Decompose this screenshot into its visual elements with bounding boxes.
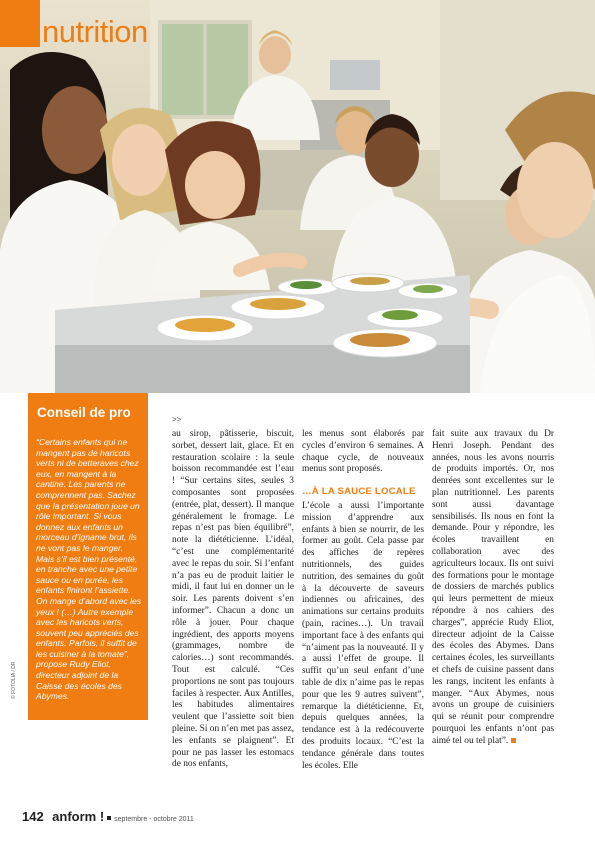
photo-credit-text: © FOTOLIA / DR — [11, 661, 17, 699]
page-footer — [22, 808, 194, 826]
article-column-3 — [432, 429, 554, 748]
footer-bullet — [107, 816, 111, 820]
column-3-body: fait suite aux travaux du Dr Henri Joseph. Pendant des années, nous les avons nourris de produits importés. Or, nos denrées sont excellentes sur le plan nutritionnel. Les parents sont aussi davantage sensibilisés. Ils nous en font la demande. Pour y répondre, les écoles travaillent en collaboration avec des agriculteurs locaux. Ils ont suivi des formations pour le montage de dossiers de marchés publics qui leurs permettent de mieux répondre à nos cahiers des charges”, apprécie Rudy Eliot, directeur adjoint de la Caisse des écoles des Abymes. Dans certaines écoles, les surveillants et chefs de cuisine passent dans les rangs, incitent les enfants à manger. “Aux Abymes, nous avons un groupe de cuisiniers qui se réunit pour comprendre pourquoi les enfants n’ont pas aimé tel ou tel plat”. — [432, 429, 554, 746]
page-number: 142 — [22, 809, 44, 824]
sidebar-title: Conseil de pro — [37, 405, 131, 420]
column-2-text-before: les menus sont élaborés par cycles d’environ 6 semaines. A chaque cycle, de nouveaux menus sont proposés. — [302, 429, 424, 475]
article-column-2 — [302, 429, 424, 772]
subheading: …À LA SAUCE LOCALE — [302, 486, 416, 498]
tip-sidebar — [28, 393, 148, 720]
magazine-name: anform ! — [52, 809, 105, 824]
cafeteria-photo — [0, 0, 595, 393]
column-3-text — [432, 429, 554, 748]
sidebar-quote — [36, 437, 142, 702]
section-tab-marker — [0, 0, 40, 47]
continued-mark: >> — [172, 415, 182, 424]
cafeteria-illustration — [0, 0, 595, 393]
section-title: nutrition — [42, 14, 148, 49]
column-2-text-after: L’école a aussi l’importante mission d’apprendre aux enfants à bien se nourrir, de les former au goût. Cela passe par des affiches de repères nutritionnels, des guides nutrition, des semaines du goût à la découverte de saveurs indiennes ou africaines, des animations sur certains produits (pain, racines…). Un travail important face à des enfants qui “n’aiment pas la nouveauté. Il y a aussi l’effet de groupe. Il suffit qu’un seul enfant d’une table de dix n’aime pas le repas pour que les 9 autres suivent”, remarque la diététicienne. Et, depuis quelques années, la tendance est à la redécouverte des produits locaux. “C’est la tendance générale dans toutes les écoles. Elle — [302, 500, 424, 771]
end-of-article-mark — [511, 738, 516, 743]
article-column-1 — [172, 429, 294, 771]
issue-date: septembre - octobre 2011 — [114, 816, 194, 823]
sidebar-quote-text: “Certains enfants qui ne mangent pas de haricots verts ni de betteraves chez eux, en mangent à la cantine. Les parents ne comprennent pas. Sachez que la présentation joue un rôle important. Si vous donnez aux enfants un morceau d’igname brut, ils ne vont pas le manger. Mais s’il est bien présenté, en tranche avec une petite sauce ou en purée, les enfants finiront l’assiette. On mange d’abord avec les yeux ! (…) Autre exemple avec les haricots verts, souvent peu appréciés des enfants. Parfois, il suffit de les cuisiner à la tomate”, propose Rudy Eliot, directeur adjoint de la Caisse des écoles des Abymes. — [36, 437, 142, 702]
column-1-text: au sirop, pâtisserie, biscuit, sorbet, dessert lait, glace. Et en restauration scolaire : la seule boisson recommandée est l’eau ! “Sur certains sites, seules 3 composantes sont proposées (entrée, plat, dessert). Il manque généralement le fromage. Le repas n’est pas bien équilibré”, note la diététicienne. L’idéal, “c’est une complémentarité avec le repas du soir. Si l’enfant n’a pas eu de produit laitier le midi, il faut lui en donner un le soir. Les parents doivent s’en informer”. Chacun a donc un rôle à jouer. Pour chaque ingrédient, des apports moyens (grammages, nombre de calories…) sont recommandés. Tout est calculé. “Ces proportions ne sont pas toujours faciles à respecter. Aux Antilles, les habitudes alimentaires veulent que l’assiette soit bien pleine. Si on n’en met pas assez, les enfants se plaignent”. Et pour ne pas lasser les estomacs de nos enfants, — [172, 429, 294, 770]
photo-credit — [9, 629, 23, 699]
